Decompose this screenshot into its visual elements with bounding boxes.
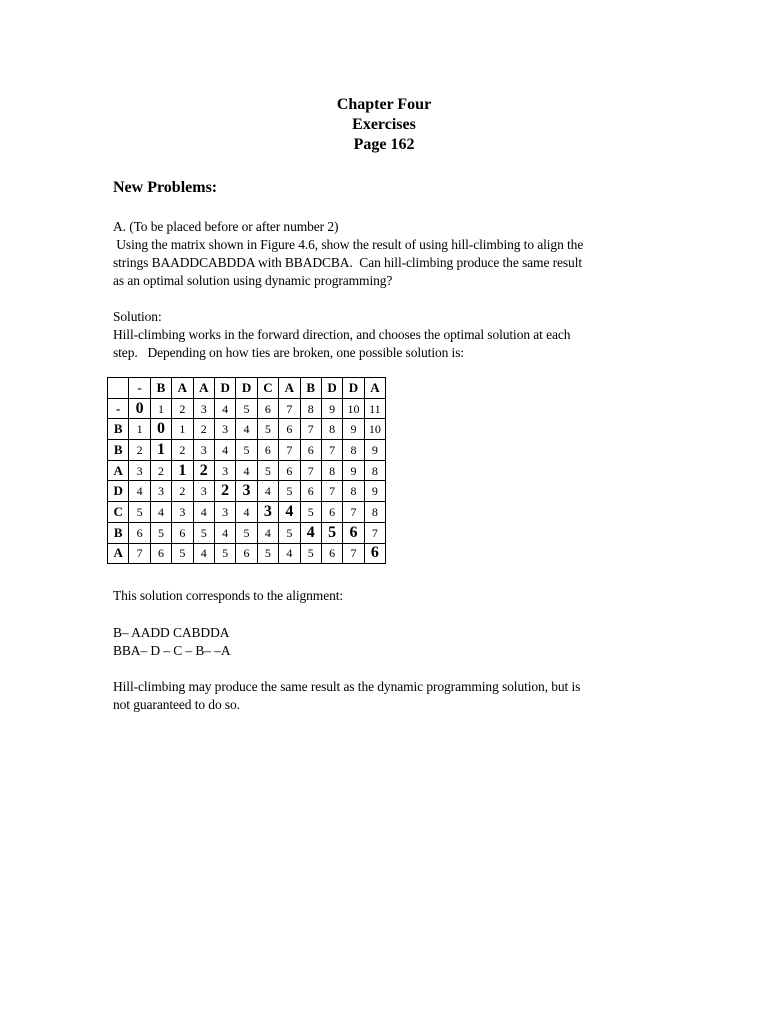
matrix-row [108, 543, 386, 564]
matrix-cell: 6 [279, 419, 300, 440]
matrix-column-header: D [236, 378, 257, 399]
matrix-path-cell: 4 [279, 502, 300, 523]
matrix-cell: 8 [343, 440, 364, 461]
matrix-cell: 5 [150, 522, 171, 543]
matrix-cell: 5 [236, 522, 257, 543]
matrix-row-header: A [108, 460, 129, 481]
matrix-column-header: A [172, 378, 193, 399]
matrix-path-cell: 6 [364, 543, 385, 564]
matrix-cell: 4 [129, 481, 150, 502]
matrix-row-header: D [108, 481, 129, 502]
matrix-cell: 1 [129, 419, 150, 440]
conclusion-text [113, 678, 658, 714]
matrix-cell: 5 [279, 522, 300, 543]
matrix-cell: 10 [364, 419, 385, 440]
matrix-cell: 6 [150, 543, 171, 564]
matrix-column-header: D [321, 378, 342, 399]
section-title: New Problems: [113, 179, 218, 196]
matrix-path-cell: 2 [193, 460, 214, 481]
alignment-intro [113, 587, 658, 605]
matrix-corner-cell [108, 378, 129, 399]
matrix-row [108, 419, 386, 440]
solution-text [113, 308, 658, 362]
matrix-cell: 2 [129, 440, 150, 461]
matrix-cell: 7 [343, 502, 364, 523]
conclusion-line: not guaranteed to do so. [113, 697, 240, 712]
matrix-cell: 8 [300, 398, 321, 419]
exercises-title: Exercises [352, 116, 416, 133]
matrix-cell: 3 [193, 481, 214, 502]
matrix-row-header: B [108, 522, 129, 543]
matrix-cell: 6 [257, 398, 278, 419]
matrix-cell: 5 [257, 460, 278, 481]
matrix-cell: 5 [193, 522, 214, 543]
matrix-cell: 4 [193, 543, 214, 564]
matrix-row [108, 440, 386, 461]
matrix-cell: 5 [257, 419, 278, 440]
alignment-line-1: B– AADD CABDDA [113, 625, 230, 640]
conclusion-line: Hill-climbing may produce the same result as the dynamic programming solution, but is [113, 679, 581, 694]
matrix-cell: 6 [300, 440, 321, 461]
matrix-cell: 4 [257, 522, 278, 543]
matrix-path-cell: 1 [150, 440, 171, 461]
matrix-cell: 5 [236, 440, 257, 461]
matrix-cell: 1 [150, 398, 171, 419]
matrix-cell: 5 [214, 543, 235, 564]
solution-line: step. Depending on how ties are broken, one possible solution is: [113, 345, 464, 360]
matrix-cell: 7 [129, 543, 150, 564]
matrix-path-cell: 2 [214, 481, 235, 502]
matrix-cell: 4 [279, 543, 300, 564]
matrix-cell: 11 [364, 398, 385, 419]
matrix-cell: 5 [279, 481, 300, 502]
matrix-cell: 4 [193, 502, 214, 523]
matrix-column-header: - [129, 378, 150, 399]
solution-heading: Solution: [113, 309, 162, 324]
matrix-cell: 3 [172, 502, 193, 523]
matrix-column-header: B [300, 378, 321, 399]
matrix-row [108, 398, 386, 419]
matrix-cell: 7 [321, 481, 342, 502]
matrix-cell: 6 [129, 522, 150, 543]
matrix-path-cell: 3 [257, 502, 278, 523]
matrix-column-header: A [279, 378, 300, 399]
matrix-cell: 8 [343, 481, 364, 502]
matrix-cell: 5 [172, 543, 193, 564]
matrix-cell: 7 [343, 543, 364, 564]
page-header [0, 95, 768, 155]
matrix-cell: 4 [236, 460, 257, 481]
matrix-cell: 6 [321, 543, 342, 564]
matrix-path-cell: 0 [150, 419, 171, 440]
matrix-cell: 7 [300, 460, 321, 481]
problem-line: as an optimal solution using dynamic programming? [113, 273, 393, 288]
matrix-cell: 4 [236, 502, 257, 523]
matrix-cell: 4 [236, 419, 257, 440]
matrix-path-cell: 3 [236, 481, 257, 502]
matrix-path-cell: 4 [300, 522, 321, 543]
chapter-title: Chapter Four [336, 96, 432, 113]
matrix-cell: 9 [343, 419, 364, 440]
matrix-row [108, 460, 386, 481]
matrix-cell: 4 [214, 522, 235, 543]
matrix-cell: 9 [321, 398, 342, 419]
matrix-cell: 6 [321, 502, 342, 523]
matrix-row-header: C [108, 502, 129, 523]
matrix-cell: 8 [364, 502, 385, 523]
matrix-cell: 7 [321, 440, 342, 461]
matrix-cell: 5 [129, 502, 150, 523]
matrix-cell: 5 [236, 398, 257, 419]
problem-line: Using the matrix shown in Figure 4.6, show the result of using hill-climbing to align the [113, 237, 584, 252]
matrix-cell: 4 [214, 440, 235, 461]
solution-line: Hill-climbing works in the forward direction, and chooses the optimal solution at each [113, 327, 571, 342]
matrix-column-header: D [214, 378, 235, 399]
matrix-column-header: B [150, 378, 171, 399]
matrix-path-cell: 0 [129, 398, 150, 419]
matrix-cell: 3 [129, 460, 150, 481]
matrix-cell: 7 [279, 398, 300, 419]
matrix-cell: 8 [321, 460, 342, 481]
matrix-cell: 5 [300, 543, 321, 564]
matrix-column-header: C [257, 378, 278, 399]
alignment-block [113, 624, 658, 660]
matrix-cell: 9 [343, 460, 364, 481]
matrix-cell: 6 [279, 460, 300, 481]
problem-statement [113, 218, 658, 290]
matrix-cell: 3 [193, 398, 214, 419]
matrix-cell: 5 [300, 502, 321, 523]
matrix-path-cell: 6 [343, 522, 364, 543]
matrix-cell: 2 [193, 419, 214, 440]
matrix-row [108, 481, 386, 502]
matrix-cell: 2 [172, 481, 193, 502]
alignment-intro-text: This solution corresponds to the alignment: [113, 588, 344, 603]
matrix-cell: 3 [214, 502, 235, 523]
matrix-cell: 4 [257, 481, 278, 502]
matrix-cell: 3 [214, 419, 235, 440]
matrix-column-header: D [343, 378, 364, 399]
matrix-cell: 2 [172, 398, 193, 419]
matrix-cell: 7 [300, 419, 321, 440]
matrix-cell: 7 [279, 440, 300, 461]
matrix-cell: 8 [321, 419, 342, 440]
matrix-cell: 2 [150, 460, 171, 481]
problem-line: strings BAADDCABDDA with BBADCBA. Can hill-climbing produce the same result [113, 255, 583, 270]
matrix-cell: 9 [364, 440, 385, 461]
matrix-row [108, 522, 386, 543]
matrix-row-header: B [108, 440, 129, 461]
page-number: Page 162 [353, 136, 415, 153]
matrix-column-header: A [193, 378, 214, 399]
matrix-row-header: A [108, 543, 129, 564]
matrix-cell: 6 [300, 481, 321, 502]
matrix-cell: 3 [193, 440, 214, 461]
matrix-header-row [108, 378, 386, 399]
matrix-row [108, 502, 386, 523]
matrix-cell: 9 [364, 481, 385, 502]
matrix-cell: 3 [214, 460, 235, 481]
alignment-line-2: BBA– D – C – B– –A [113, 643, 231, 658]
problem-line: A. (To be placed before or after number 2) [113, 219, 339, 234]
matrix-cell: 5 [257, 543, 278, 564]
matrix-cell: 1 [172, 419, 193, 440]
matrix-cell: 8 [364, 460, 385, 481]
matrix-cell: 2 [172, 440, 193, 461]
matrix-cell: 6 [172, 522, 193, 543]
matrix-column-header: A [364, 378, 385, 399]
dynamic-programming-matrix [107, 377, 386, 564]
matrix-cell: 6 [257, 440, 278, 461]
matrix-row-header: B [108, 419, 129, 440]
matrix-cell: 4 [150, 502, 171, 523]
matrix-cell: 7 [364, 522, 385, 543]
matrix-path-cell: 5 [321, 522, 342, 543]
matrix-row-header: - [108, 398, 129, 419]
matrix-cell: 4 [214, 398, 235, 419]
matrix-cell: 6 [236, 543, 257, 564]
matrix-cell: 10 [343, 398, 364, 419]
matrix-path-cell: 1 [172, 460, 193, 481]
matrix-cell: 3 [150, 481, 171, 502]
